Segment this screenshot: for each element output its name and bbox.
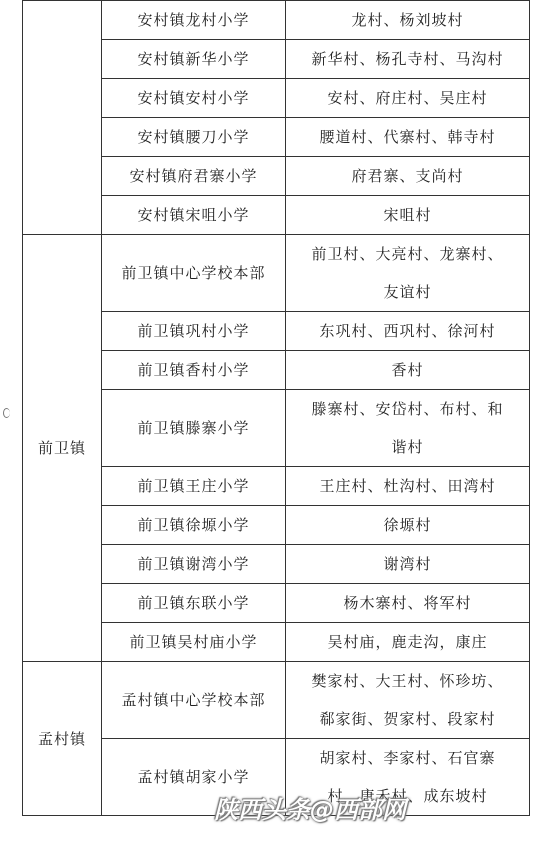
school-cell: 安村镇新华小学 [102, 40, 286, 79]
town-cell: 孟村镇 [23, 662, 102, 816]
villages-line: 樊家村、大王村、怀珍坊、 [311, 672, 504, 690]
villages-line: 村、唐禾村、成东坡村 [327, 787, 488, 805]
villages-cell: 东巩村、西巩村、徐河村 [286, 312, 530, 351]
villages-cell [286, 235, 530, 312]
villages-cell: 新华村、杨孔寺村、马沟村 [286, 40, 530, 79]
school-cell: 前卫镇中心学校本部 [102, 235, 286, 312]
villages-cell: 宋咀村 [286, 196, 530, 235]
watermark: 陕西头条@西部网 [214, 795, 406, 824]
school-cell: 孟村镇中心学校本部 [102, 662, 286, 739]
school-cell: 孟村镇胡家小学 [102, 739, 286, 816]
town-cell: 前卫镇 [23, 235, 102, 662]
school-cell: 前卫镇香村小学 [102, 351, 286, 390]
villages-cell: 徐塬村 [286, 506, 530, 545]
villages-cell: 安村、府庄村、吴庄村 [286, 79, 530, 118]
villages-line: 胡家村、李家村、石官寨 [319, 749, 496, 767]
school-cell: 前卫镇吴村庙小学 [102, 623, 286, 662]
margin-mark [3, 408, 10, 418]
villages-cell: 腰道村、代寨村、韩寺村 [286, 118, 530, 157]
villages-cell [286, 662, 530, 739]
school-district-table [22, 0, 530, 816]
villages-cell: 龙村、杨刘坡村 [286, 1, 530, 40]
table-row [23, 1, 530, 40]
school-cell: 安村镇安村小学 [102, 79, 286, 118]
villages-cell: 王庄村、杜沟村、田湾村 [286, 467, 530, 506]
villages-line: 谐村 [391, 438, 424, 456]
villages-cell: 府君寨、支尚村 [286, 157, 530, 196]
school-cell: 前卫镇王庄小学 [102, 467, 286, 506]
villages-cell: 谢湾村 [286, 545, 530, 584]
school-cell: 安村镇腰刀小学 [102, 118, 286, 157]
villages-cell [286, 390, 530, 467]
school-cell: 安村镇龙村小学 [102, 1, 286, 40]
table-row [23, 235, 530, 312]
villages-line: 友谊村 [383, 283, 432, 301]
school-cell: 前卫镇谢湾小学 [102, 545, 286, 584]
villages-cell: 吴村庙，鹿走沟，康庄 [286, 623, 530, 662]
town-cell-continued [23, 1, 102, 235]
school-cell: 安村镇宋咀小学 [102, 196, 286, 235]
villages-line: 郗家街、贺家村、段家村 [319, 710, 496, 728]
school-cell: 前卫镇徐塬小学 [102, 506, 286, 545]
villages-cell: 杨木寨村、将军村 [286, 584, 530, 623]
school-cell: 前卫镇滕寨小学 [102, 390, 286, 467]
school-cell: 前卫镇东联小学 [102, 584, 286, 623]
villages-line: 滕寨村、安岱村、布村、和 [311, 400, 504, 418]
school-cell: 安村镇府君寨小学 [102, 157, 286, 196]
table-row [23, 662, 530, 739]
villages-line: 前卫村、大亮村、龙寨村、 [311, 245, 504, 263]
page-edge [0, 845, 550, 852]
villages-cell: 香村 [286, 351, 530, 390]
school-cell: 前卫镇巩村小学 [102, 312, 286, 351]
